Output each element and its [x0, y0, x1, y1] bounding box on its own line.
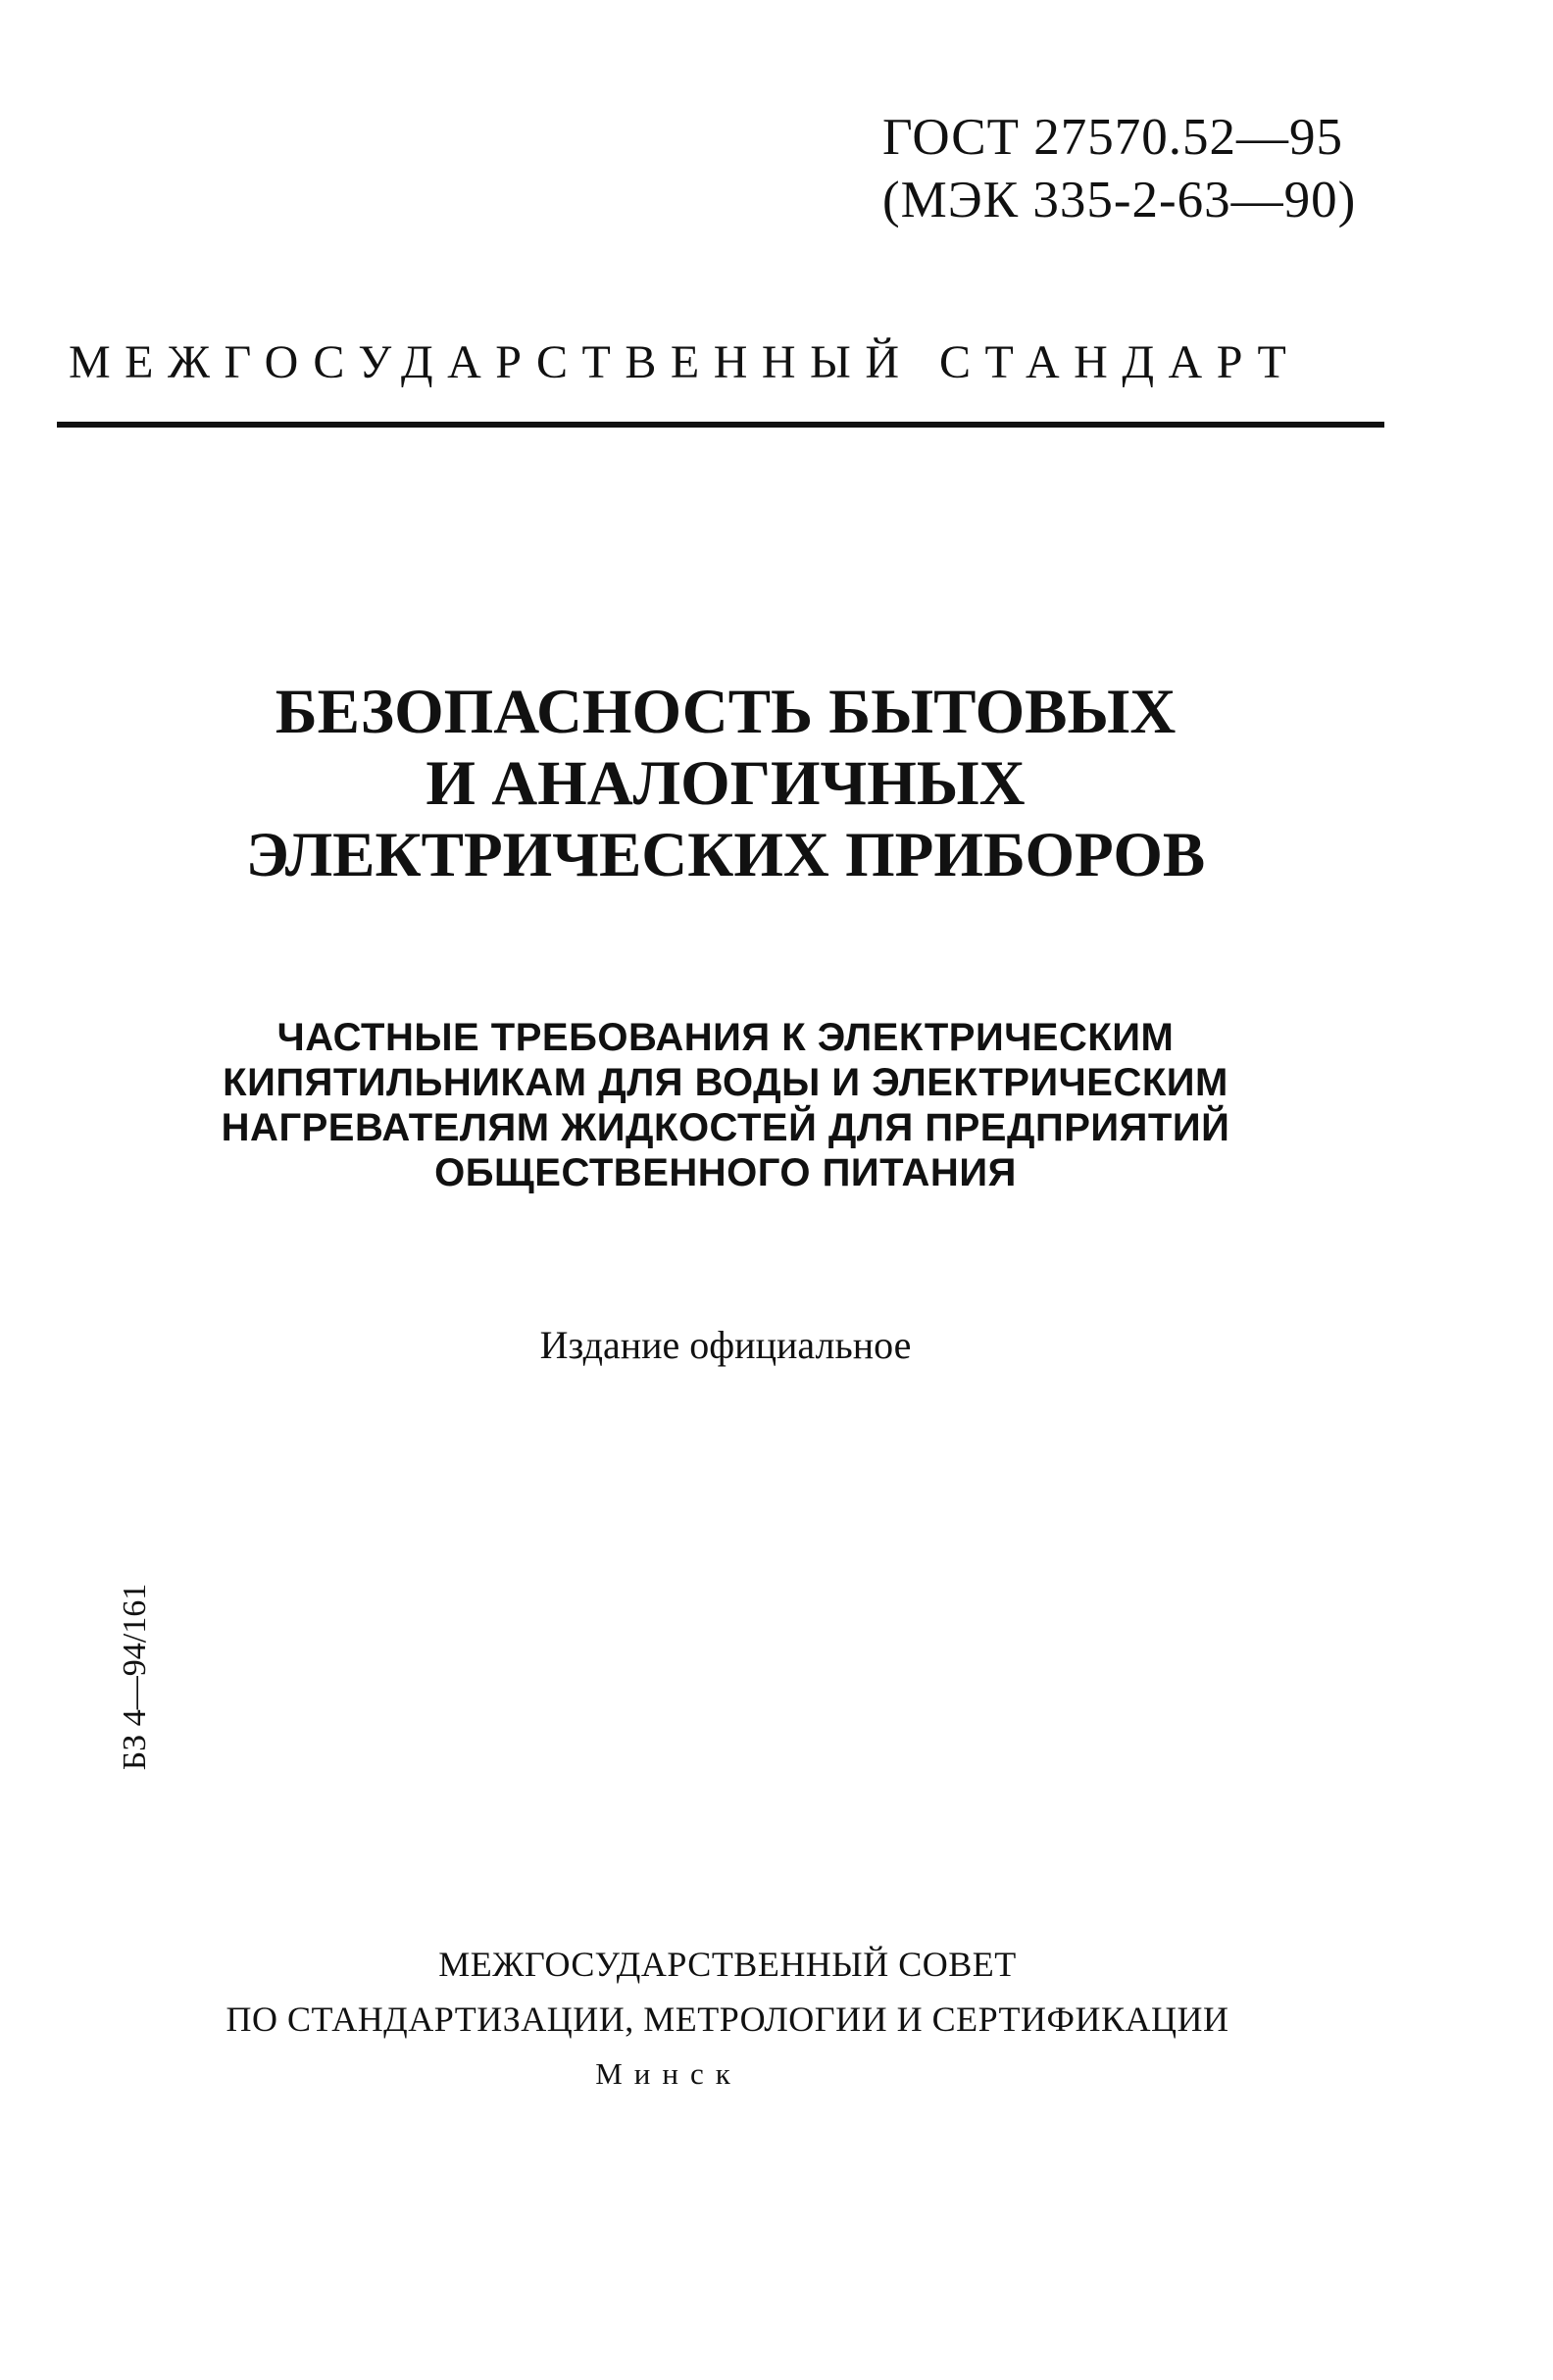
header-divider [57, 422, 1384, 428]
document-title [0, 677, 1451, 891]
side-code-container [106, 1559, 165, 1795]
publisher-block [0, 1937, 1455, 2101]
gost-number: ГОСТ 27570.52—95 [882, 109, 1343, 166]
publisher-line-2: ПО СТАНДАРТИЗАЦИИ, МЕТРОЛОГИИ И СЕРТИФИКАЦИИ [225, 2000, 1229, 2039]
publisher-city: Минск [595, 2056, 742, 2091]
title-line: И АНАЛОГИЧНЫХ [426, 748, 1026, 819]
subtitle-line: НАГРЕВАТЕЛЯМ ЖИДКОСТЕЙ ДЛЯ ПРЕДПРИЯТИЙ [221, 1106, 1230, 1149]
publisher-line-1: МЕЖГОСУДАРСТВЕННЫЙ СОВЕТ [438, 1945, 1017, 1984]
side-code: БЗ 4—94/161 [117, 1583, 153, 1771]
subtitle-line: КИПЯТИЛЬНИКАМ ДЛЯ ВОДЫ И ЭЛЕКТРИЧЕСКИМ [223, 1061, 1228, 1104]
title-line: ЭЛЕКТРИЧЕСКИХ ПРИБОРОВ [245, 820, 1206, 890]
edition-note: Издание официальное [539, 1323, 912, 1367]
standard-type-header: МЕЖГОСУДАРСТВЕННЫЙ СТАНДАРТ [69, 336, 1301, 388]
subtitle-line: ОБЩЕСТВЕННОГО ПИТАНИЯ [434, 1151, 1017, 1194]
standard-designation [882, 106, 1431, 231]
document-subtitle [0, 1015, 1451, 1195]
subtitle-line: ЧАСТНЫЕ ТРЕБОВАНИЯ К ЭЛЕКТРИЧЕСКИМ [276, 1016, 1175, 1059]
iec-number: (МЭК 335-2-63—90) [882, 172, 1357, 228]
title-line: БЕЗОПАСНОСТЬ БЫТОВЫХ [275, 677, 1177, 747]
